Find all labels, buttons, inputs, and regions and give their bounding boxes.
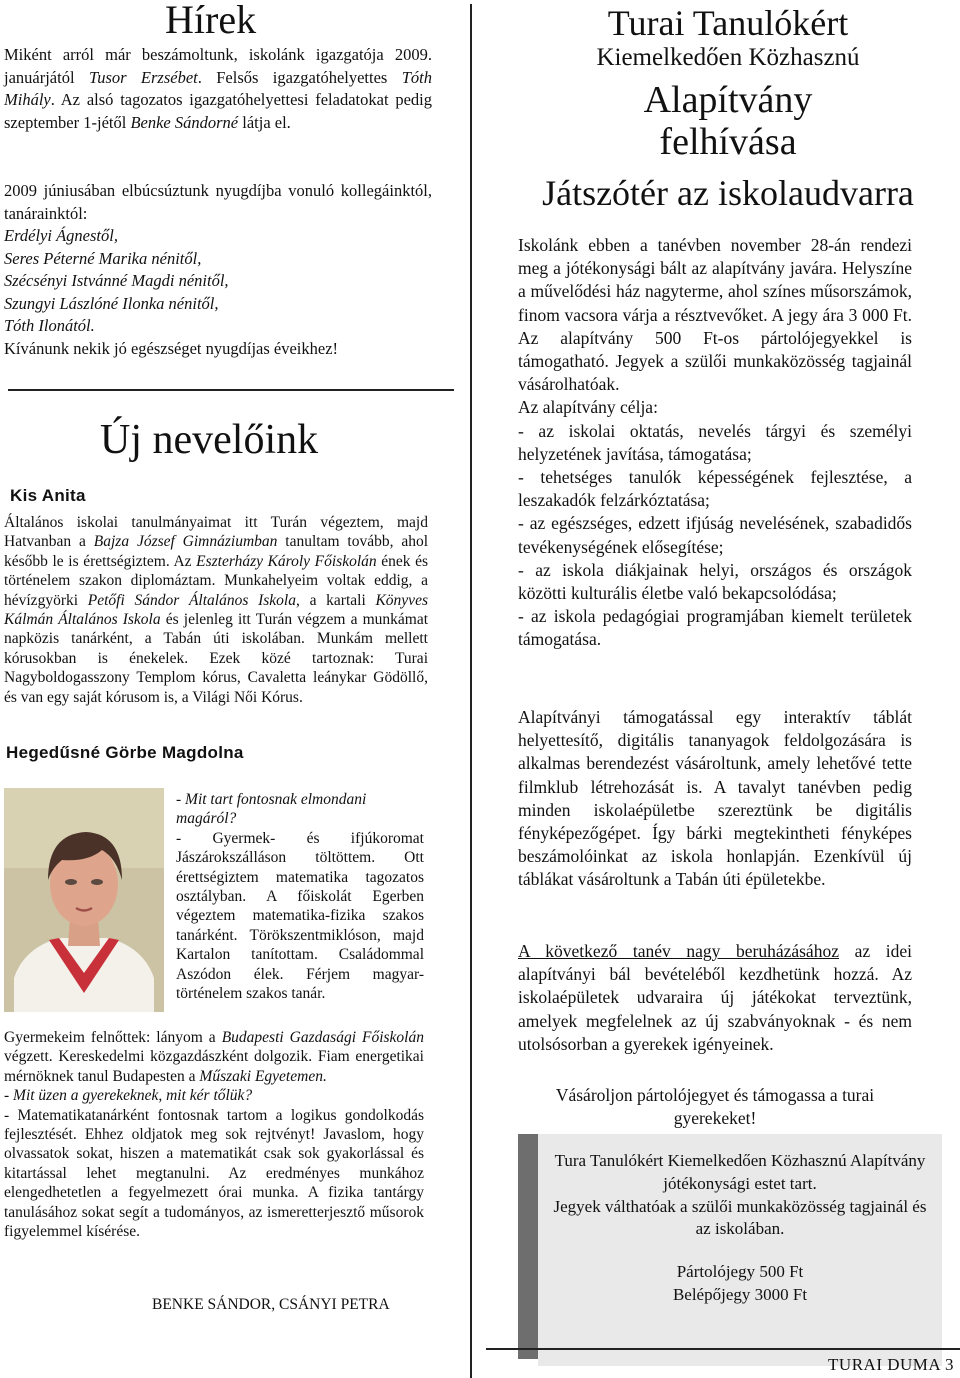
text-segment: ének és történelem szakon diplomáztam. Munkahelyeim voltak eddig, a hévízgyörki xyxy=(4,552,429,609)
goal-list xyxy=(518,420,912,652)
text-segment: . Az alsó tagozatos igazgatóhelyettesi feladatokat pedig szeptember 1-jétől xyxy=(4,90,432,132)
text-segment: Petőfi Sándor Általános Iskola xyxy=(87,591,296,609)
retiree-list xyxy=(4,225,432,338)
answer-1-continued xyxy=(4,1028,424,1086)
list-item: - tehetséges tanulók képességének fejlesztése, a leszakadók felzárkóztatása; xyxy=(518,467,912,511)
teacher-name-anita: Kis Anita xyxy=(10,486,86,505)
event-box-shadow xyxy=(518,1134,927,1359)
news-title: Hírek xyxy=(165,0,257,42)
event-box xyxy=(538,1134,942,1366)
retirement-intro: 2009 júniusában elbúcsúztunk nyugdíjba vonuló kollegáinktól, tanárainktól: xyxy=(4,181,432,223)
patron-ticket-price: Pártolójegy 500 Ft xyxy=(676,1262,804,1282)
list-item: Seres Péterné Marika nénitől, xyxy=(4,248,202,268)
section-divider xyxy=(8,389,454,391)
foundation-headline: Játszótér az iskolaudvarra xyxy=(542,173,914,213)
retirement-wish: Kívánunk nekik jó egészséget nyugdíjas éveikhez! xyxy=(4,338,339,358)
ball-announcement: Iskolánk ebben a tanévben november 28-án rendezi meg a jótékonysági bált az alapítvány javára. Helyszíne a művelődési ház nagyterme, ahol színes műsorszámok, finom vacsora várja a résztvevőket. A jegy ára 3 000 Ft. Az alapítvány 500 Ft-os pártolójegyekkel is támogatható. Jegyek a szülői munkaközösség tagjainál vásárolhatóak. xyxy=(518,235,912,395)
text-segment: Budapesti Gazdasági Főiskolán xyxy=(221,1029,424,1046)
right-column xyxy=(478,0,960,1378)
list-item: - az iskola pedagógiai programjában kiemelt területek támogatása. xyxy=(518,606,912,650)
entry-ticket-price: Belépőjegy 3000 Ft xyxy=(672,1284,808,1304)
list-item: - az iskolai oktatás, nevelés tárgyi és személyi helyzetének javítása, támogatása; xyxy=(518,420,912,464)
magdolna-interview-full xyxy=(4,1028,424,1241)
event-box-lines xyxy=(538,1134,942,1241)
support-appeal: Vásároljon pártolójegyet és támogassa a turai gyerekeket! xyxy=(555,1085,875,1129)
news-paragraph-1 xyxy=(4,44,432,134)
article-signature: BENKE SÁNDOR, CSÁNYI PETRA xyxy=(152,1296,390,1313)
foundation-call: felhívása xyxy=(659,121,797,163)
text-segment: Miként arról már beszámoltunk, iskolánk igazgatója 2009. januárjától xyxy=(4,45,432,87)
text-segment: Gyermekeim felnőttek: lányom a xyxy=(4,1029,222,1046)
investment-underlined: A következő tanév nagy beruházásához xyxy=(518,941,839,961)
text-segment: Műszaki Egyetemen. xyxy=(199,1067,327,1085)
achievements-paragraph: Alapítványi támogatással egy interaktív táblát helyettesítő, digitális tananyagok feldolgozására is alkalmas berendezést vásároltunk, amely lehetővé tette filmklub létrehozását is. A tavalyt tanévben pedig minden iskolaépületbe szereztünk be digitális fényképezőgépet. Így bárki megtekintheti fényképes beszámolóinkat az iskola honlapján. Ezenkívül új táblákat vásároltunk a Tabán úti épületekbe. xyxy=(518,707,912,890)
foundation-title: Turai Tanulókért xyxy=(607,3,849,43)
text-segment: végzett. Kereskedelmi közgazdászként dolgozik. Fiam energetikai mérnöknek tanul Budapesten a xyxy=(4,1048,424,1085)
text-segment: . Felsős igazgatóhelyettes xyxy=(197,67,402,87)
question-2: - Mit üzen a gyerekeknek, mit kér tőlük? xyxy=(4,1087,253,1105)
left-column xyxy=(0,0,432,1378)
list-item: Jegyek válthatóak a szülői munkaközösség tagjainál és az iskolában. xyxy=(553,1196,927,1239)
investment-rest: az idei alapítványi bál bevételéből kezdhetünk hozzá. Az iskolaépületek udvaraira új játékokat terveztünk, amelyek megfelelnek az új szabványoknak - és nem utolsósorban a gyerekek igényeinek. xyxy=(518,941,913,1054)
answer-1-side: - Gyermek- és ifjúkoromat Jászárokszálláson töltöttem. Ott érettségiztem matematika tagozatos osztályban. A főiskolát Egerben végeztem matematika-fizika szakos tanárként. Törökszentmiklóson, majd Kartalon tanítottam. Családommal Aszódon élek. Férjem magyar-történelem szakos tanár. xyxy=(176,829,424,1003)
list-item: Erdélyi Ágnestől, xyxy=(4,226,118,245)
new-teachers-title: Új nevelőink xyxy=(100,417,319,463)
text-segment: Bajza József Gimnáziumban xyxy=(93,533,278,551)
text-segment: Általános iskolai tanulmányaimat itt Turán végeztem, majd Hatvanban a xyxy=(4,514,428,551)
text-segment: tanultam tovább, ahol később le is érettségiztem. Az xyxy=(4,533,429,570)
footer-rule xyxy=(486,1348,960,1350)
text-segment: Tusor Erzsébet xyxy=(88,67,198,87)
news-paragraph-2 xyxy=(4,180,432,360)
portrait-image xyxy=(4,788,164,1012)
teacher-photo xyxy=(4,788,164,1012)
investment-paragraph xyxy=(518,940,912,1056)
list-item: Szécsényi Istvánné Magdi nénitől, xyxy=(4,271,229,290)
list-item: Tóth Ilonától. xyxy=(4,316,95,335)
text-segment: látja el. xyxy=(238,112,291,132)
foundation-subtitle: Kiemelkedően Közhasznú xyxy=(596,44,860,71)
teacher-name-magdolna: Hegedűsné Görbe Magdolna xyxy=(6,743,244,762)
text-segment: , a kartali xyxy=(295,591,376,609)
list-item: Szungyi Lászlóné Ilonka nénitől, xyxy=(4,293,219,313)
question-1: - Mit tart fontosnak elmondani magáról? xyxy=(176,791,367,828)
text-segment: Könyves Kálmán Általános Iskola xyxy=(4,591,428,629)
text-segment: és jelenleg itt Turán végzem a munkámat napközis tanárként, a Tabán úti iskolában. Munkám mellett kórusokban is énekelek. Ezek közé tartoznak: Turai Nagyboldogasszony Templom kórus, Cavaletta leánykar Gödöllő, és van egy saját kórusom is, a Világi Női Kórus. xyxy=(4,611,429,706)
anita-bio xyxy=(4,513,428,707)
page-footer: TURAI DUMA 3 xyxy=(828,1355,954,1374)
text-segment: Eszterházy Károly Főiskolán xyxy=(196,552,377,570)
foundation-main xyxy=(518,234,912,652)
column-divider xyxy=(470,4,472,1378)
list-item: Tura Tanulókért Kiemelkedően Közhasznú Alapítvány jótékonysági estet tart. xyxy=(554,1151,926,1193)
list-item: - az iskola diákjainak helyi, országos és országok közötti kulturális életbe való bekapcsolódása; xyxy=(518,559,912,604)
foundation-word: Alapítvány xyxy=(643,79,813,121)
magdolna-interview-side xyxy=(176,790,424,1003)
goal-intro: Az alapítvány célja: xyxy=(518,397,658,418)
text-segment: Benke Sándorné xyxy=(130,112,239,132)
answer-2: - Matematikatanárként fontosnak tartom a logikus gondolkodás fejlesztését. Ehhez oldjatok meg sok rejtvényt! Javaslom, hogy olvassatok sokat, hiszen a matematikát csak sok gyakorlással és kitartással lehet megtanulni. Az eredményes munkához elengedhetetlen a fegyelmezett órai munka. A fizika tantárgy tanulásához sokat segít a tudományos, az ismeretterjesztő műsorok figyelemmel kísérése. xyxy=(4,1106,424,1241)
text-segment: Tóth Mihály xyxy=(4,67,432,109)
list-item: - az egészséges, edzett ifjúság nevelésének, szabadidős tevékenységének elősegítése; xyxy=(518,513,912,557)
